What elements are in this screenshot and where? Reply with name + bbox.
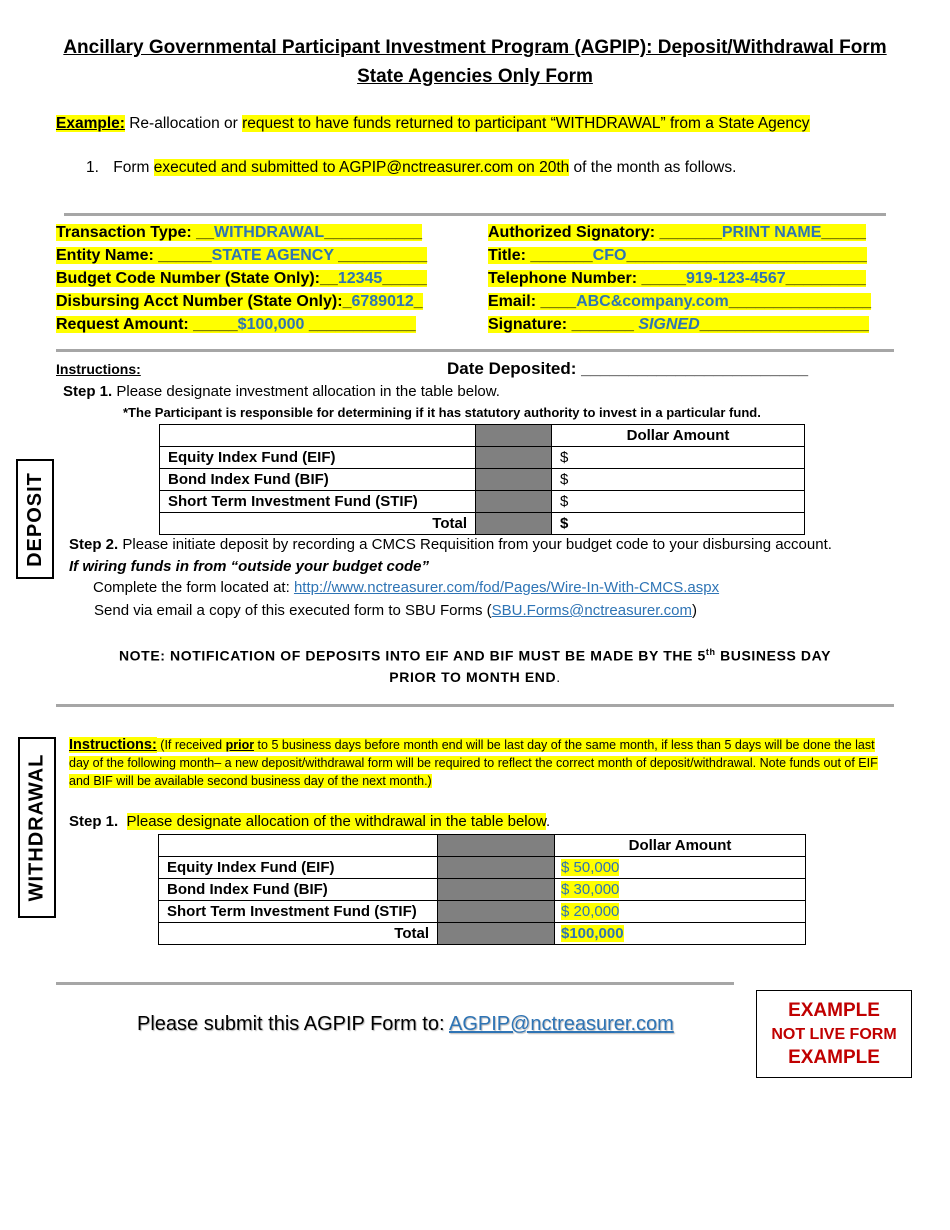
- submit-line: [137, 1013, 674, 1036]
- note-text-b: BUSINESS DAY: [715, 647, 832, 664]
- table-cell: [159, 835, 438, 857]
- example-label: Example:: [56, 115, 125, 132]
- field-underline: :_: [337, 293, 352, 310]
- withdrawal-table: [158, 834, 806, 945]
- deposit-side-label: [16, 459, 54, 579]
- right-fields: [488, 224, 871, 339]
- withdrawal-instructions-label: Instructions:: [69, 737, 157, 753]
- amount-value: $ 50,000: [561, 859, 620, 876]
- send-email-line: [94, 602, 697, 619]
- cmcs-link[interactable]: http://www.nctreasurer.com/fod/Pages/Wire-In-With-CMCS.aspx: [293, 579, 720, 596]
- table-cell-gray: [438, 923, 555, 945]
- submit-text: Please submit this AGPIP Form to:: [137, 1013, 449, 1035]
- note-period: .: [556, 669, 561, 685]
- fund-name: Bond Index Fund (BIF): [160, 469, 476, 491]
- table-row: [160, 469, 805, 491]
- field-value[interactable]: 6789012: [351, 293, 414, 310]
- field-underline: : __: [186, 224, 214, 241]
- table-cell-gray: [438, 879, 555, 901]
- total-label: Total: [159, 923, 438, 945]
- dollar-amount-header: Dollar Amount: [555, 835, 806, 857]
- field-underline: _____: [637, 270, 686, 287]
- note-line2: [0, 669, 950, 685]
- amount-value: $ 30,000: [561, 881, 620, 898]
- table-row: [159, 879, 806, 901]
- sbu-forms-link[interactable]: SBU.Forms@nctreasurer.com: [491, 602, 692, 619]
- step-text: Please initiate deposit by recording a CMCS Requisition from your budget code to your disbursing account.: [118, 536, 832, 553]
- amount-cell[interactable]: $: [552, 491, 805, 513]
- field-underline: _: [413, 293, 423, 310]
- field-label: Title:: [488, 247, 526, 264]
- amount-cell[interactable]: [555, 857, 806, 879]
- table-row: [159, 901, 806, 923]
- agpip-email-link[interactable]: AGPIP@nctreasurer.com: [448, 1013, 674, 1035]
- send-text: Send via email a copy of this executed form to SBU Forms (: [94, 602, 492, 619]
- total-amount[interactable]: $: [552, 513, 805, 535]
- field-underline: _________: [785, 270, 866, 287]
- dollar-amount-header: Dollar Amount: [552, 425, 805, 447]
- note-text-a: NOTE: NOTIFICATION OF DEPOSITS INTO EIF AND BIF MUST BE MADE BY THE 5: [118, 647, 706, 664]
- example-line: [56, 115, 810, 133]
- fund-name: Bond Index Fund (BIF): [159, 879, 438, 901]
- withdrawal-label-text: WITHDRAWAL: [25, 753, 48, 902]
- field-value[interactable]: ABC&company.com: [576, 293, 729, 310]
- instr-prior: prior: [225, 738, 255, 752]
- table-total-row: [160, 513, 805, 535]
- item-suffix: of the month as follows.: [569, 159, 737, 176]
- total-amount: $100,000: [561, 925, 624, 942]
- amount-cell[interactable]: [555, 879, 806, 901]
- wiring-heading: If wiring funds in from “outside your budget code”: [69, 558, 429, 575]
- table-header-row: [160, 425, 805, 447]
- note-sup: th: [705, 647, 716, 657]
- step-label: Step 2.: [69, 536, 119, 553]
- table-cell-gray: [438, 901, 555, 923]
- divider: [56, 982, 734, 985]
- form-field-line: [56, 316, 427, 339]
- field-underline: _____: [821, 224, 866, 241]
- send-close: ): [691, 602, 697, 619]
- amount-value: $ 20,000: [561, 903, 620, 920]
- field-value[interactable]: WITHDRAWAL: [213, 224, 325, 241]
- form-field-line: [56, 247, 427, 270]
- field-value[interactable]: SIGNED: [638, 316, 700, 333]
- complete-form-line: [93, 579, 719, 596]
- form-field-line: [488, 270, 871, 293]
- fund-name: Equity Index Fund (EIF): [159, 857, 438, 879]
- example-text-plain: Re-allocation or: [124, 115, 243, 132]
- form-field-line: [488, 247, 871, 270]
- form-title: Ancillary Governmental Participant Investment Program (AGPIP): Deposit/Withdrawal Form: [63, 37, 887, 58]
- stamp-line2: NOT LIVE FORM: [771, 1026, 897, 1043]
- form-field-line: [56, 293, 427, 316]
- withdrawal-instructions: [69, 736, 895, 790]
- step-label: Step 1.: [63, 383, 113, 400]
- field-highlight: [488, 247, 867, 264]
- field-label: Budget Code Number (State Only):: [56, 270, 321, 287]
- field-underline: _____: [188, 316, 238, 333]
- field-label: Authorized Signatory:: [488, 224, 656, 241]
- field-underline: ____: [536, 293, 577, 310]
- item-highlight: executed and submitted to AGPIP@nctreasurer.com on 20th: [153, 159, 570, 176]
- complete-text: Complete the form located at:: [93, 579, 294, 596]
- item-number: 1.: [86, 159, 99, 176]
- field-label: Telephone Number:: [488, 270, 638, 287]
- field-value[interactable]: STATE AGENCY: [211, 247, 334, 264]
- step-period: .: [545, 813, 551, 830]
- left-fields: [56, 224, 427, 339]
- field-highlight: [488, 224, 866, 241]
- table-cell-gray: [476, 513, 552, 535]
- field-underline: ______: [153, 247, 212, 264]
- item-prefix: Form: [113, 159, 154, 176]
- field-label: Signature:: [488, 316, 568, 333]
- amount-cell[interactable]: [555, 901, 806, 923]
- note-line1: [0, 647, 950, 664]
- form-field-line: [56, 270, 427, 293]
- table-row: [159, 857, 806, 879]
- field-highlight: [56, 224, 422, 241]
- step-text: Please designate investment allocation in the table below.: [112, 383, 500, 400]
- field-highlight: [488, 293, 871, 310]
- fund-name: Equity Index Fund (EIF): [160, 447, 476, 469]
- field-underline: _____: [382, 270, 427, 287]
- total-amount-cell[interactable]: [555, 923, 806, 945]
- field-underline: __________: [333, 247, 428, 264]
- table-total-row: [159, 923, 806, 945]
- field-highlight: [488, 270, 866, 287]
- table-cell-gray: [476, 425, 552, 447]
- deposit-instructions-label: Instructions:: [56, 361, 141, 377]
- example-text-highlight: request to have funds returned to participant “WITHDRAWAL” from a State Agency: [242, 115, 810, 132]
- field-value[interactable]: $100,000: [237, 316, 305, 333]
- field-label: Entity Name:: [56, 247, 154, 264]
- deposit-step1: [63, 383, 500, 400]
- form-field-line: [488, 293, 871, 316]
- table-header-row: [159, 835, 806, 857]
- table-cell-gray: [476, 491, 552, 513]
- field-underline: ___________: [324, 224, 423, 241]
- form-field-line: [56, 224, 427, 247]
- field-value[interactable]: 919-123-4567: [685, 270, 786, 287]
- amount-cell[interactable]: $: [552, 447, 805, 469]
- form-field-line: [488, 316, 871, 339]
- field-label: Email:: [488, 293, 537, 310]
- table-cell-gray: [438, 857, 555, 879]
- field-highlight: [488, 316, 869, 333]
- field-underline: ________________: [728, 293, 872, 310]
- table-cell-gray: [476, 469, 552, 491]
- field-underline: _______: [525, 247, 593, 264]
- divider: [64, 213, 886, 216]
- field-underline: ___________________________: [626, 247, 867, 264]
- field-underline: __: [320, 270, 338, 287]
- instr-text-b: to 5 business days before month end will be last day of the same month, if less than 5 days will be done the last day of the following month– a new deposit/withdrawal form will be required to reflect the correct month of deposit/withdrawal. Note funds out of EIF and BIF will be available second business day of the next month.): [69, 738, 878, 788]
- stamp-line1: EXAMPLE: [788, 1000, 880, 1021]
- table-cell-gray: [476, 447, 552, 469]
- fund-name: Short Term Investment Fund (STIF): [159, 901, 438, 923]
- field-label: Transaction Type: [56, 224, 187, 241]
- field-value[interactable]: PRINT NAME: [721, 224, 822, 241]
- field-highlight: [56, 247, 427, 264]
- field-highlight: [56, 316, 416, 333]
- table-cell: [160, 425, 476, 447]
- field-value[interactable]: CFO: [592, 247, 627, 264]
- deposit-step2: [69, 536, 832, 553]
- field-underline: _______: [567, 316, 639, 333]
- step-text: Please designate allocation of the withdrawal in the table below: [126, 813, 546, 830]
- example-stamp: [756, 990, 912, 1078]
- form-field-line: [488, 224, 871, 247]
- deposit-disclaimer: *The Participant is responsible for determining if it has statutory authority to invest in a particular fund.: [123, 405, 761, 420]
- withdrawal-side-label: [18, 737, 56, 918]
- table-row: [160, 491, 805, 513]
- form-subtitle: State Agencies Only Form: [357, 66, 593, 87]
- date-deposited: Date Deposited: ________________________: [447, 359, 809, 378]
- fund-name: Short Term Investment Fund (STIF): [160, 491, 476, 513]
- step-label: Step 1.: [69, 813, 119, 830]
- field-value[interactable]: 12345: [337, 270, 383, 287]
- numbered-item: [86, 159, 736, 177]
- field-label: Request Amount:: [56, 316, 189, 333]
- field-highlight: [56, 270, 427, 287]
- field-underline: ____________: [304, 316, 416, 333]
- table-row: [160, 447, 805, 469]
- note-text-c: PRIOR TO MONTH END: [389, 669, 557, 685]
- total-label: Total: [160, 513, 476, 535]
- field-underline: ___________________: [699, 316, 869, 333]
- instr-text-a: (If received: [156, 738, 226, 752]
- divider: [56, 349, 894, 352]
- divider: [56, 704, 894, 707]
- withdrawal-step1: [69, 813, 550, 830]
- field-underline: _______: [655, 224, 722, 241]
- field-label: Disbursing Acct Number (State Only): [56, 293, 338, 310]
- stamp-line3: EXAMPLE: [788, 1047, 880, 1068]
- table-cell-gray: [438, 835, 555, 857]
- deposit-label-text: DEPOSIT: [23, 471, 46, 567]
- deposit-table: [159, 424, 805, 535]
- amount-cell[interactable]: $: [552, 469, 805, 491]
- field-highlight: [56, 293, 423, 310]
